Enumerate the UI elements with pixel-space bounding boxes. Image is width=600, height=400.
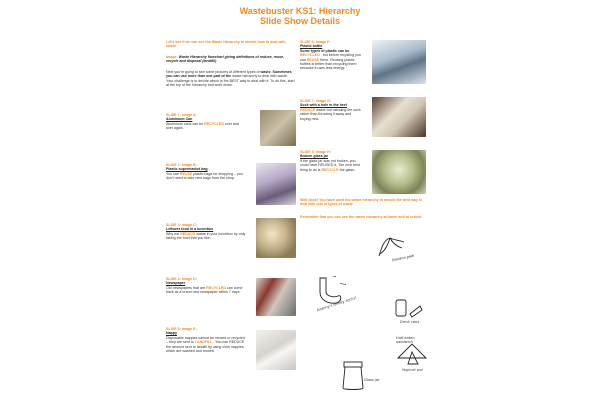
slide-5 — [166, 327, 246, 353]
slide-heading: SLIDE 8: Image H: — [300, 150, 331, 154]
slide-4 — [166, 277, 246, 295]
slide-heading: SLIDE 2: Image B: — [166, 163, 197, 167]
slide-text: , but before recycling you can — [300, 53, 361, 62]
slide-heading: SLIDE 4: Image D: — [166, 277, 197, 281]
slide-text: . You can REDUCE the amount sent to landfill by using cloth nappies, which are washed and reused. — [166, 340, 245, 354]
slide-heading: SLIDE 7: Image G: — [300, 99, 332, 103]
closing-text: Remember that you can use the waste hierarchy at home and at school. — [300, 215, 423, 219]
slide-keyword: REUSE — [306, 57, 320, 62]
intro-body-text: Next you're going to see some pictures of different types of — [166, 70, 260, 74]
slide-text: Disposable nappies cannot be reused or recycled – they are sent to — [166, 335, 245, 345]
slide-subject: Aluminium Can — [166, 117, 193, 122]
drink-cans-sketch — [394, 296, 424, 318]
glass-jar-photo — [372, 150, 426, 194]
sock-photo — [372, 97, 426, 137]
glass-jar-label: Glass jar — [364, 378, 380, 382]
slide-keyword: REUSE — [179, 171, 193, 176]
intro-lead — [166, 40, 296, 49]
aluminium-can-photo — [260, 110, 296, 146]
yoghurt-label: Yoghurt pot — [402, 368, 423, 372]
slide-text: plastic bags for shopping – you don't need to take new bags from the shop. — [166, 171, 243, 181]
plastic-bottle-photo — [372, 40, 426, 84]
slide-text: If the glass jar was not broken, you could have REUSED it. The next best thing to do is — [300, 158, 360, 172]
intro-image-desc: Waste Hierarchy flowchart giving definitions of reduce, reuse, recycle and disposal (landfill) — [166, 55, 285, 64]
slide-keyword: RECYCLE — [321, 167, 339, 172]
intro-body-bold: waste. Sometimes you can use more than one part of the — [166, 70, 292, 79]
slide-subject: Plastic bottle — [300, 44, 323, 49]
banana-label: Banana peel — [391, 253, 415, 263]
slide-heading: SLIDE 3: Image C: — [166, 223, 197, 227]
page-subtitle: Slide Show Details — [259, 16, 341, 26]
slide-text: over and over again. — [166, 121, 239, 131]
slide-text: You can — [166, 171, 179, 176]
slide-8 — [300, 150, 362, 172]
intro-body-text2: waste hierarchy to deal with waste. Your challenge is to decide which is the BEST way to deal with it. To do this, start at the top of the hierarchy and work down. — [166, 74, 295, 88]
closing-1 — [300, 198, 430, 207]
page-title: Wastebuster KS1: Hierarchy — [239, 6, 361, 16]
slide-subject: Newspaper — [166, 281, 186, 286]
drink-cans-label: Drink cans — [400, 320, 420, 324]
slide-3 — [166, 223, 246, 241]
slide-text: the glass. — [339, 167, 355, 172]
document-page — [140, 0, 460, 400]
slide-text: Aluminium cans can be — [166, 121, 204, 126]
slide-heading: SLIDE 5: Image E: — [166, 327, 197, 331]
slide-subject: Broken glass jar — [300, 154, 328, 159]
slide-subject: Plastic supermarket bag — [166, 167, 208, 172]
slide-6 — [300, 40, 362, 71]
slide-text: Some types of plastic can be — [300, 48, 350, 53]
slide-text: can come back as a brand new newspaper within 7 days. — [166, 285, 243, 295]
slide-2 — [166, 163, 246, 181]
sock-label: Granny's smelly socks! — [316, 295, 358, 313]
slide-keyword: RECYCLED — [204, 121, 224, 126]
slide-keyword: REDUCE — [180, 231, 196, 236]
plastic-bag-photo — [256, 163, 296, 205]
slide-subject: Nappy — [166, 331, 177, 336]
slide-keyword: LANDFILL — [194, 340, 213, 345]
slide-text: Old newspapers that are — [166, 285, 206, 290]
slide-keyword: REDUCE — [300, 107, 316, 112]
newspaper-photo — [256, 278, 296, 316]
lunchbox-photo — [256, 218, 296, 258]
glass-jar-sketch — [340, 360, 370, 392]
slide-heading: SLIDE 1: Image A: — [166, 113, 197, 117]
slide-heading: SLIDE 6: Image F: — [300, 40, 331, 44]
nappy-photo — [256, 330, 296, 370]
slide-subject: Sock with a hole in the heel — [300, 103, 347, 108]
closing-2 — [300, 215, 430, 219]
slide-keyword: RECYCLED — [206, 285, 226, 290]
slide-1 — [166, 113, 246, 131]
intro-body — [166, 70, 296, 88]
slide-subject: Leftover food in a lunchbox — [166, 227, 214, 232]
slide-text: Why not — [166, 231, 180, 236]
intro-lead-text: Let's see if we can see the Waste Hierarchy to decide how to deal with waste. — [166, 40, 286, 49]
slide-text: waste but mending the sock rather than throwing it away and buying new. — [300, 107, 361, 121]
intro-image-label: Image: — [166, 55, 178, 59]
slide-keyword: RECYCLED — [300, 53, 320, 58]
slide-text: waste in your lunchbox by only taking the food that you like. — [166, 231, 246, 241]
slide-text: them. Reusing plastic bottles is better than recycling them because it uses less energy. — [300, 57, 357, 71]
sandwich-label: Half eaten sandwich — [396, 336, 415, 344]
slide-7 — [300, 99, 362, 121]
intro-image — [166, 55, 296, 64]
closing-text: Well done! You have used the waste hierarchy to decide the best way to deal with lots of types of waste. — [300, 198, 423, 207]
